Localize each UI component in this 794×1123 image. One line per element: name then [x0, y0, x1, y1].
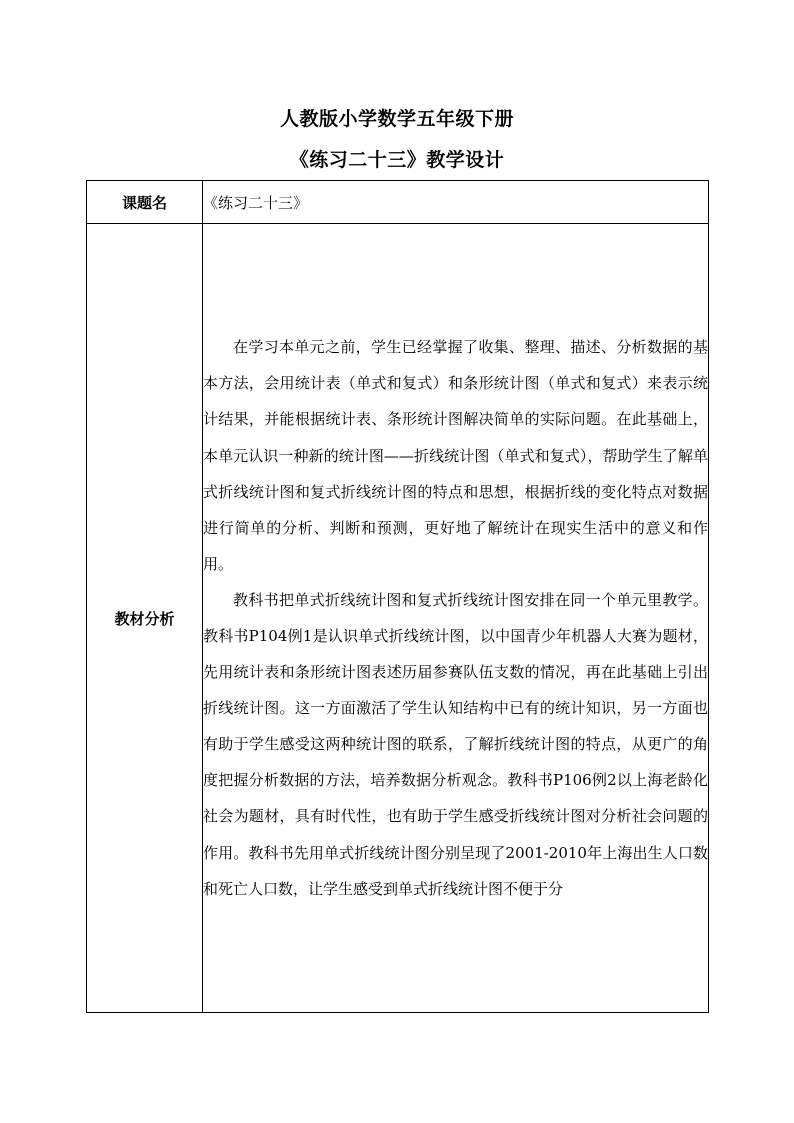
analysis-label: 教材分析 [87, 224, 203, 1013]
topic-row [87, 181, 709, 224]
analysis-content [203, 224, 709, 1013]
topic-value: 《练习二十三》 [203, 181, 709, 224]
document-title: 人教版小学数学五年级下册 [279, 108, 514, 130]
analysis-row [87, 224, 709, 1013]
document-subtitle: 《练习二十三》教学设计 [289, 149, 505, 171]
lesson-design-table [86, 180, 709, 1013]
topic-label: 课题名 [87, 181, 203, 224]
analysis-paragraph: 教科书把单式折线统计图和复式折线统计图安排在同一个单元里教学。教科书P104例1是认识单式折线统计图，以中国青少年机器人大赛为题材，先用统计表和条形统计图表述历届参赛队伍支数的情况，再在此基础上引出折线统计图。这一方面激活了学生认知结构中已有的统计知识，另一方面也有助于学生感受这两种统计图的联系，了解折线统计图的特点，从更广的角度把握分析数据的方法，培养数据分析观念。教科书P106例2以上海老龄化社会为题材，具有时代性，也有助于学生感受折线统计图对分析社会问题的作用。教科书先用单式折线统计图分别呈现了2001-2010年上海出生人口数和死亡人口数，让学生感受到单式折线统计图不便于分 [203, 590, 708, 898]
analysis-paragraph: 在学习本单元之前，学生已经掌握了收集、整理、描述、分析数据的基本方法，会用统计表（单式和复式）和条形统计图（单式和复式）来表示统计结果，并能根据统计表、条形统计图解决简单的实际问题。在此基础上，本单元认识一种新的统计图——折线统计图（单式和复式），帮助学生了解单式折线统计图和复式折线统计图的特点和思想，根据折线的变化特点对数据进行简单的分析、判断和预测，更好地了解统计在现实生活中的意义和作用。 [203, 338, 708, 573]
